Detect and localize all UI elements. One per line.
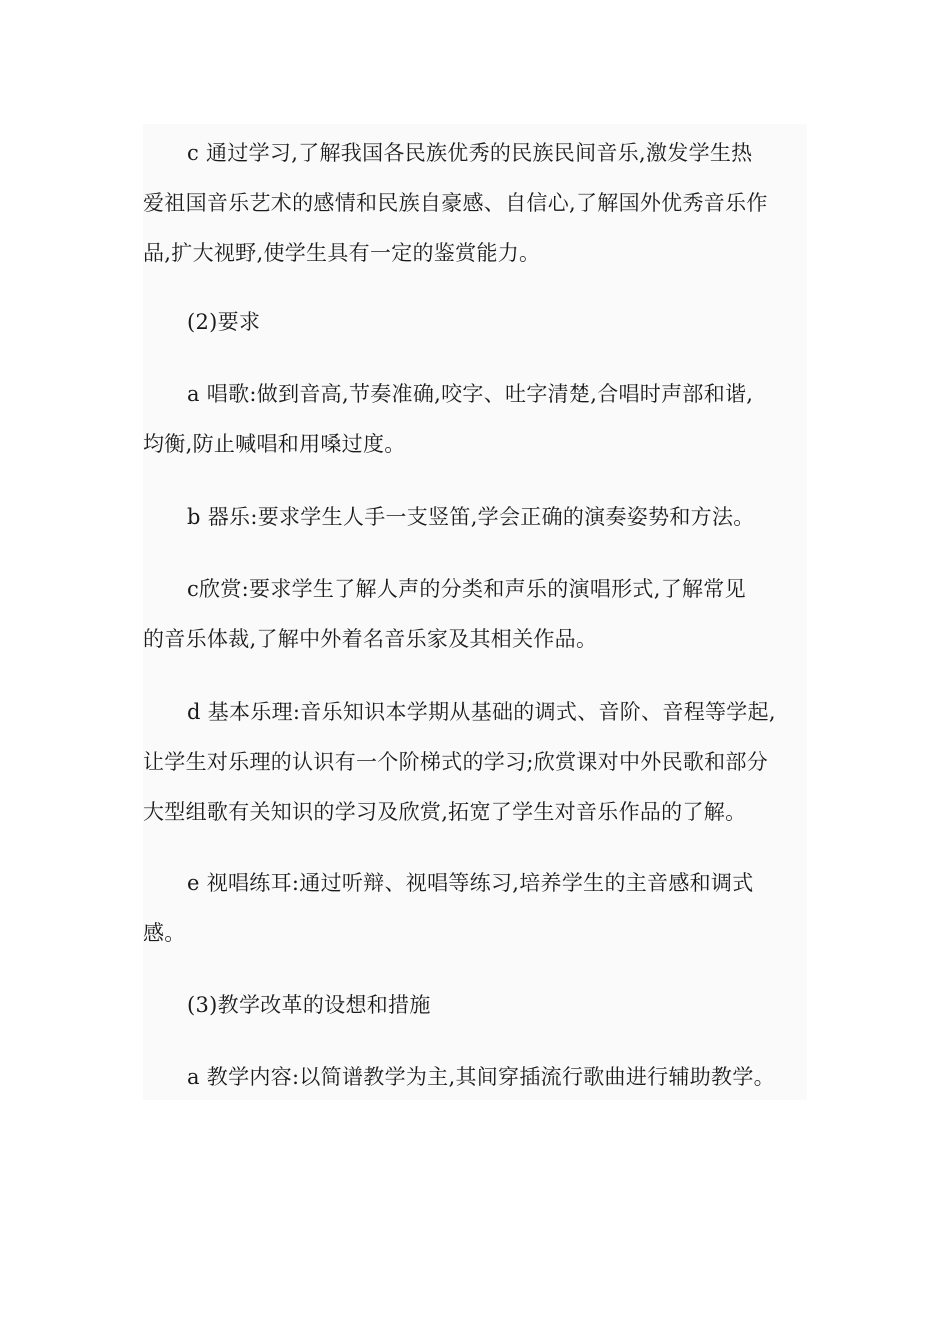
text-line: d 基本乐理:音乐知识本学期从基础的调式、音阶、音程等学起, [187,700,776,724]
text-line: (2)要求 [187,310,261,334]
text-line: c欣赏:要求学生了解人声的分类和声乐的演唱形式,了解常见 [187,577,746,601]
section-heading-reform [143,980,813,1030]
paragraph-music-theory [143,687,813,837]
text-line: c 通过学习,了解我国各民族优秀的民族民间音乐,激发学生热 [187,141,753,165]
text-line: (3)教学改革的设想和措施 [187,993,431,1017]
text-line: 让学生对乐理的认识有一个阶梯式的学习;欣赏课对中外民歌和部分 [143,750,769,774]
text-line: 感。 [143,921,186,945]
text-line: 均衡,防止喊唱和用嗓过度。 [143,432,406,456]
text-line: 大型组歌有关知识的学习及欣赏,拓宽了学生对音乐作品的了解。 [143,800,747,824]
paragraph-teaching-content [143,1052,813,1102]
text-line: a 唱歌:做到音高,节奏准确,咬字、吐字清楚,合唱时声部和谐, [187,382,754,406]
paragraph-sight-singing [143,858,813,958]
text-line: a 教学内容:以简谱教学为主,其间穿插流行歌曲进行辅助教学。 [187,1065,775,1089]
document-body [143,124,807,1100]
text-line: 爱祖国音乐艺术的感情和民族自豪感、自信心,了解国外优秀音乐作 [143,191,768,215]
text-line: 的音乐体裁,了解中外着名音乐家及其相关作品。 [143,627,598,651]
section-heading-requirements [143,297,813,347]
text-line: b 器乐:要求学生人手一支竖笛,学会正确的演奏姿势和方法。 [187,505,755,529]
text-line: e 视唱练耳:通过听辩、视唱等练习,培养学生的主音感和调式 [187,871,754,895]
text-line: 品,扩大视野,使学生具有一定的鉴赏能力。 [143,241,541,265]
paragraph-goal-c [143,128,813,278]
paragraph-instrumental [143,492,813,542]
paragraph-appreciation [143,564,813,664]
paragraph-singing [143,369,813,469]
